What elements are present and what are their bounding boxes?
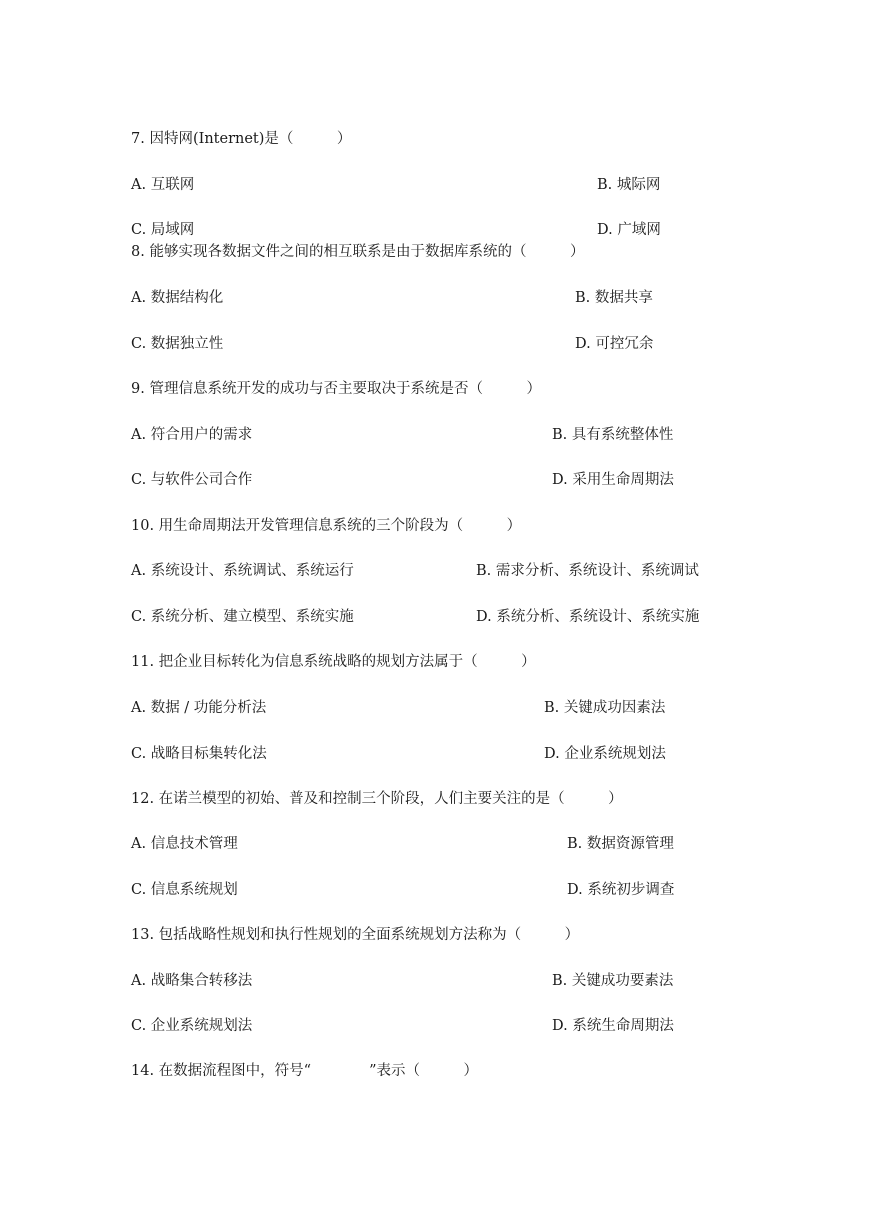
question-7-option-d: D. 广域网 <box>597 222 661 238</box>
question-9-option-b: B. 具有系统整体性 <box>552 427 674 443</box>
question-8-option-d: D. 可控冗余 <box>575 336 654 352</box>
question-7-option-a: A. 互联网 <box>131 177 195 193</box>
question-11-stem: 11. 把企业目标转化为信息系统战略的规划方法属于（ ） <box>131 654 536 670</box>
question-9-option-d: D. 采用生命周期法 <box>552 472 674 488</box>
question-11-option-d: D. 企业系统规划法 <box>544 746 666 762</box>
question-7-option-b: B. 城际网 <box>597 177 661 193</box>
question-12-option-d: D. 系统初步调查 <box>567 882 675 898</box>
question-12-stem: 12. 在诺兰模型的初始、普及和控制三个阶段，人们主要关注的是（ ） <box>131 791 623 807</box>
question-14-stem: 14. 在数据流程图中，符号“ ”表示（ ） <box>131 1063 478 1079</box>
question-8-stem: 8. 能够实现各数据文件之间的相互联系是由于数据库系统的（ ） <box>131 244 585 260</box>
question-13-stem: 13. 包括战略性规划和执行性规划的全面系统规划方法称为（ ） <box>131 927 580 943</box>
question-11-option-a: A. 数据 / 功能分析法 <box>131 700 267 716</box>
question-13-option-d: D. 系统生命周期法 <box>552 1018 674 1034</box>
question-7-option-c: C. 局域网 <box>131 222 195 238</box>
question-11-option-b: B. 关键成功因素法 <box>544 700 666 716</box>
question-12-option-b: B. 数据资源管理 <box>567 836 674 852</box>
question-13-option-a: A. 战略集合转移法 <box>131 973 253 989</box>
question-12-option-c: C. 信息系统规划 <box>131 882 238 898</box>
question-8-option-b: B. 数据共享 <box>575 290 653 306</box>
question-12-option-a: A. 信息技术管理 <box>131 836 238 852</box>
question-11-option-c: C. 战略目标集转化法 <box>131 746 267 762</box>
question-8-option-c: C. 数据独立性 <box>131 336 224 352</box>
question-10-stem: 10. 用生命周期法开发管理信息系统的三个阶段为（ ） <box>131 518 522 534</box>
question-13-option-b: B. 关键成功要素法 <box>552 973 674 989</box>
question-9-stem: 9. 管理信息系统开发的成功与否主要取决于系统是否（ ） <box>131 381 541 397</box>
question-10-option-a: A. 系统设计、系统调试、系统运行 <box>131 563 354 579</box>
question-10-option-d: D. 系统分析、系统设计、系统实施 <box>476 609 700 625</box>
question-8-option-a: A. 数据结构化 <box>131 290 224 306</box>
question-9-option-a: A. 符合用户的需求 <box>131 427 253 443</box>
question-13-option-c: C. 企业系统规划法 <box>131 1018 253 1034</box>
question-10-option-b: B. 需求分析、系统设计、系统调试 <box>476 563 699 579</box>
question-10-option-c: C. 系统分析、建立模型、系统实施 <box>131 609 354 625</box>
question-9-option-c: C. 与软件公司合作 <box>131 472 253 488</box>
question-7-stem: 7. 因特网(Internet)是（ ） <box>131 131 352 147</box>
